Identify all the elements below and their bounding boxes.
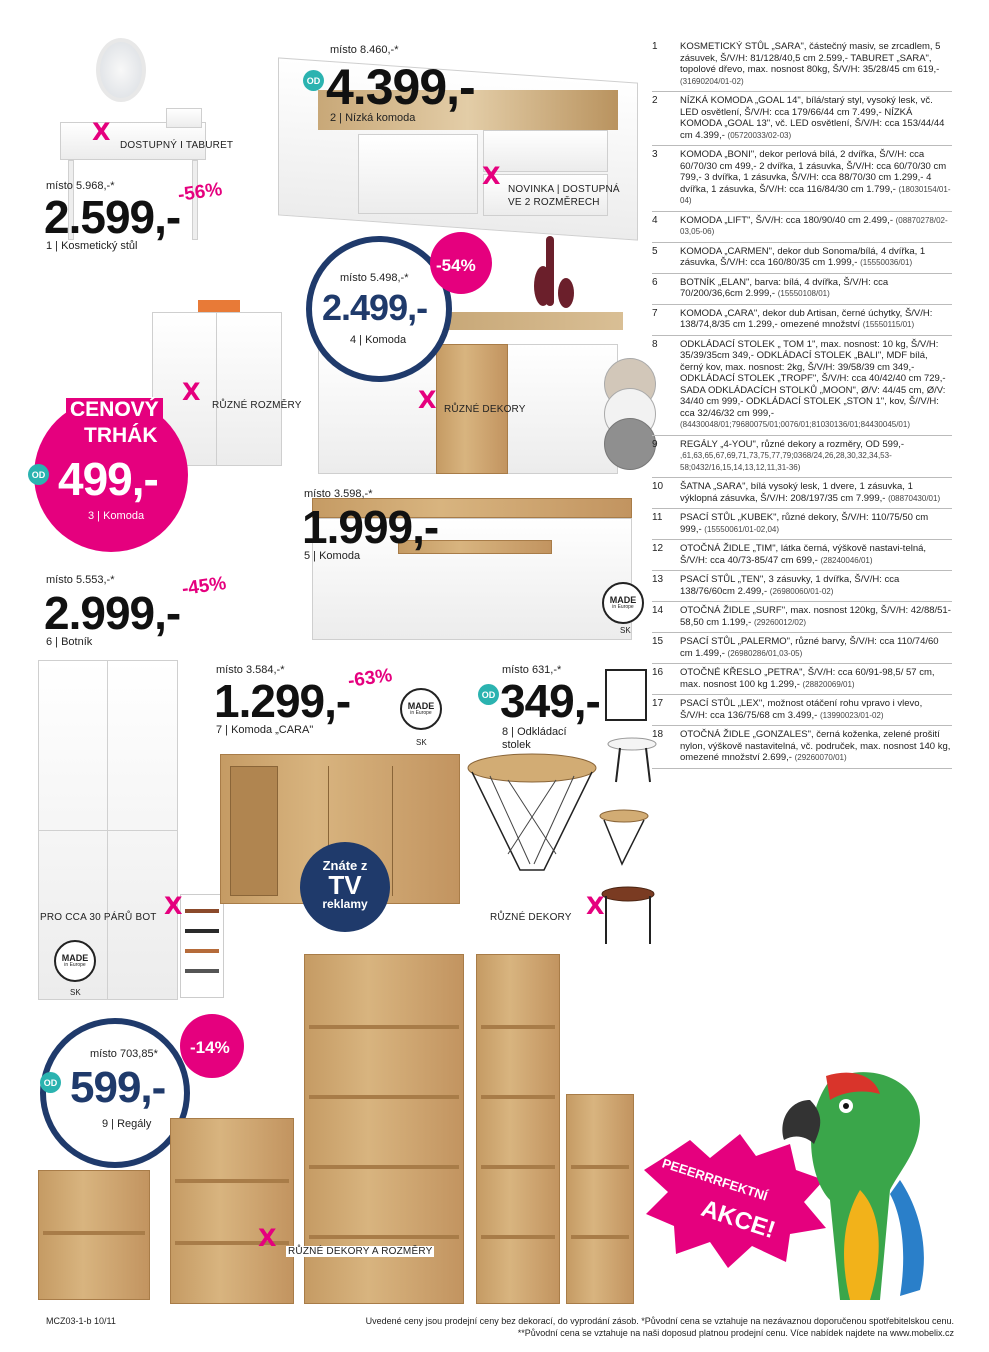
product-2-name: 2 | Nízká komoda — [330, 112, 416, 124]
product-3-headline2: TRHÁK — [84, 424, 158, 447]
product-4-name: 4 | Komoda — [350, 334, 407, 346]
spec-item-text — [680, 339, 952, 431]
x-mark: X — [418, 386, 437, 414]
spec-item-description: PSACÍ STŮL „PALERMO", různé barvy, Š/V/H: cca 110/74/60 cm 1.499,- — [680, 636, 939, 659]
product-7-was-price: místo 3.584,-* — [216, 664, 285, 676]
spec-item-code: ,61,63,65,67,69,71,73,75,77,79;0368/24,26,28,30,32,34,53-58;0432/16,15,14,13,12,11,31-36) — [680, 451, 892, 472]
tv-badge-line3: reklamy — [322, 897, 368, 911]
product-5-was-price: místo 3.598,-* — [304, 488, 373, 500]
spec-item-text — [680, 149, 952, 207]
product-3-headline1: CENOVÝ — [66, 398, 163, 422]
spec-list-item — [652, 633, 952, 664]
product-9-price: 599,- — [70, 1063, 166, 1112]
product-6-discount: -45% — [180, 573, 228, 600]
spec-item-number: 12 — [652, 543, 664, 554]
spec-item-text — [680, 543, 952, 566]
spec-item-code: (26980060/01-02) — [769, 586, 834, 596]
product-8-name-line1: 8 | Odkládací — [502, 726, 567, 738]
product-5-sk: SK — [620, 626, 631, 635]
spec-list-item — [652, 212, 952, 243]
spec-item-code: (26980286/01,03-05) — [727, 648, 803, 658]
spec-item-code: (08870278/02-03,05-06) — [680, 215, 948, 236]
spec-list-item — [652, 478, 952, 509]
spec-item-text — [680, 481, 952, 504]
product-8-was-price: místo 631,-* — [502, 664, 562, 676]
spec-item-code: (29260070/01) — [794, 753, 847, 762]
tv-badge-line2: TV — [328, 870, 362, 900]
product-3-price: 499,- — [58, 453, 158, 505]
spec-item-number: 3 — [652, 149, 658, 160]
spec-item-description: OTOČNÁ ŽIDLE „SURF", max. nosnost 120kg, Š/V/H: 42/88/51-58,50 cm 1.199,- — [680, 605, 951, 628]
spec-list-item — [652, 305, 952, 336]
spec-item-description: ODKLÁDACÍ STOLEK „ TOM 1", max. nosnost: 10 kg, Š/V/H: 35/39/35cm 349,- ODKLÁDACÍ STOLEK „BALI", MDF bílá, černý kov, max. nosnost: 2kg, Š/V/H: 39/58/39 cm 349,- ODKLÁDACÍ STOLEK „TROPF", Š/V/H: cca 40/42/40 cm 729,- SADA ODKLÁDACÍCH STOLKŮ „MOON", Ø/V: 44/45 cm, Ø/V: 34/40 cm 999,- ODKLÁDACÍ STOLEK „STON 1", kov, Š//V/H: cca 32/46/32 cm 999,- — [680, 338, 946, 419]
product-5-name: 5 | Komoda — [304, 550, 361, 562]
spec-item-text — [680, 574, 952, 597]
spec-item-number: 6 — [652, 276, 658, 288]
made-in-europe-badge: MADE in Europe — [602, 582, 644, 624]
product-9-tag: RŮZNÉ DEKORY A ROZMĚRY — [288, 1246, 433, 1257]
spec-list-item — [652, 92, 952, 146]
spec-item-description: KOMODA „CARMEN", dekor dub Sonoma/bílá, 4 dvířka, 1 zásuvka, Š/V/H: cca 160/80/35 cm 1.999,- — [680, 245, 926, 268]
product-2-price: 4.399,- — [326, 59, 475, 115]
spec-item-text — [680, 698, 952, 721]
product-2-od-badge: OD — [303, 70, 324, 91]
product-2-tag-line2: VE 2 ROZMĚRECH — [508, 197, 600, 208]
spec-item-code: (15550036/01) — [860, 258, 913, 267]
spec-item-number: 5 — [652, 245, 658, 257]
spec-item-code: (08870430/01) — [888, 493, 941, 503]
product-6-sk: SK — [70, 988, 81, 997]
spec-item-code: (28240046/01) — [820, 555, 873, 565]
spec-item-description: ŠATNA „SARA", bílá vysoký lesk, 1 dvere, 1 zásuvka, 1 výklopná zásuvka, Š/V/H: 208/197/35 cm 7.999,- — [680, 481, 913, 504]
spec-item-description: PSACÍ STŮL „KUBEK", různé dekory, Š/V/H: 110/75/50 cm 999,- — [680, 512, 929, 535]
product-7-discount: -63% — [346, 665, 394, 692]
product-8-tag: RŮZNÉ DEKORY — [490, 912, 572, 923]
x-mark: X — [258, 1224, 277, 1252]
product-9-was-price: místo 703,85* — [90, 1048, 158, 1060]
spec-item-number: 11 — [652, 512, 663, 523]
spec-list-item — [652, 146, 952, 212]
spec-item-text — [680, 636, 952, 659]
x-mark: X — [92, 118, 111, 146]
x-mark: X — [182, 378, 201, 406]
shelf-narrow-tall-image — [476, 954, 560, 1304]
spec-item-number: 10 — [652, 481, 664, 492]
spec-item-description: PSACÍ STŮL „TEN", 3 zásuvky, 1 dvířka, Š/V/H: cca 138/76/60cm 2.499,- — [680, 574, 900, 597]
made-in-europe-badge: MADE in Europe — [400, 688, 442, 730]
product-7-name: 7 | Komoda „CARA" — [216, 724, 314, 736]
spec-item-description: REGÁLY „4-YOU", různé dekory a rozměry, OD 599,- — [680, 438, 905, 450]
spec-item-description: KOMODA „LIFT", Š/V/H: cca 180/90/40 cm 2.499,- — [680, 214, 893, 226]
spec-item-text — [680, 512, 952, 535]
spec-item-text — [680, 667, 952, 690]
product-spec-list — [652, 38, 952, 769]
product-9-name: 9 | Regály — [102, 1118, 152, 1130]
spec-item-number: 2 — [652, 95, 658, 106]
spec-item-text — [680, 95, 952, 141]
spec-item-code: (31690204/01-02) — [680, 76, 744, 86]
spec-list-item — [652, 274, 952, 305]
spec-item-code: (13990023/01-02) — [819, 710, 884, 720]
spec-item-number: 8 — [652, 338, 658, 350]
spec-item-number: 15 — [652, 636, 664, 647]
spec-item-text — [680, 729, 952, 764]
product-5-price: 1.999,- — [302, 501, 439, 553]
tv-badge-line1: Znáte z — [322, 858, 368, 873]
decor-swatch — [604, 418, 656, 470]
spec-item-number: 1 — [652, 41, 658, 52]
akce-line1: PEEERRRFEKTNÍ — [660, 1155, 770, 1204]
tv-badge — [300, 842, 390, 932]
spec-item-code: (15550061/01-02,04) — [704, 524, 780, 534]
product-8-od-badge: OD — [478, 684, 499, 705]
footer-note-line2: **Původní cena se vztahuje na naši doposud platnou prodejní cenu. Více nabídek najdete na www.mobelix.cz — [517, 1328, 954, 1338]
product-7-sk: SK — [416, 738, 427, 747]
product-8-name-line2: stolek — [502, 739, 531, 751]
spec-item-description: OTOČNÁ ŽIDLE „TIM", látka černá, výškově nastavi-telná, Š/V/H: cca 40/73-85/47 cm 699,- — [680, 543, 927, 566]
spec-item-description: OTOČNÉ KŘESLO „PETRA", Š/V/H: cca 60/91-98,5/ 57 cm, max. nosnost 100 kg 1.299,- — [680, 667, 935, 690]
spec-item-description: KOSMETICKÝ STŮL „SARA", částečný masiv, se zrcadlem, 5 zásuvek, Š/V/H: 81/128/40,5 cm 2.599,- TABURET „SARA", topolové dřevo, max. nosnost 80kg, Š/V/H: 35/28/45 cm 619,- — [680, 41, 941, 75]
spec-list-item — [652, 726, 952, 769]
spec-item-description: BOTNÍK „ELAN", barva: bílá, 4 dvířka, Š/V/H: cca 70/200/36,6cm 2.999,- — [680, 276, 889, 299]
spec-list-item — [652, 336, 952, 436]
spec-list-item — [652, 571, 952, 602]
spec-item-code: (05720033/02-03) — [727, 130, 792, 140]
product-6-tag: PRO CCA 30 PÁRŮ BOT — [40, 912, 157, 923]
x-mark: X — [164, 892, 183, 920]
spec-item-number: 14 — [652, 605, 664, 616]
side-tables-image — [460, 664, 660, 954]
product-1-price: 2.599,- — [44, 191, 181, 243]
spec-item-code: (15550108/01) — [777, 289, 830, 298]
product-6-name: 6 | Botník — [46, 636, 93, 648]
spec-item-description: PSACÍ STŮL „LEX", možnost otáčení rohu vpravo i vlevo, Š/V/H: cca 136/75/68 cm 3.499,- — [680, 698, 923, 721]
spec-list-item — [652, 509, 952, 540]
spec-list-item — [652, 602, 952, 633]
spec-item-number: 4 — [652, 214, 658, 226]
product-6-was-price: místo 5.553,-* — [46, 574, 115, 586]
spec-list-item — [652, 664, 952, 695]
spec-item-code: (84430048/01;79680075/01;0076/01;81030136/01;84430045/01) — [680, 420, 910, 429]
product-7-price: 1.299,- — [214, 675, 351, 727]
spec-list-item — [652, 436, 952, 479]
product-2-tag-line1: NOVINKA | DOSTUPNÁ — [508, 184, 620, 195]
spec-item-code: (28820069/01) — [802, 679, 855, 689]
spec-item-number: 16 — [652, 667, 664, 678]
x-mark: X — [586, 892, 605, 920]
spec-item-description: NÍZKÁ KOMODA „GOAL 14", bílá/starý styl, vysoký lesk, vč. LED osvětlení, Š/V/H: cca 179/66/44 cm 7.499,- NÍZKÁ KOMODA „GOAL 13", vč. LED osvětlení, Š/V/H: cca 153/44/44 cm 4.399,- — [680, 95, 945, 141]
spec-item-text — [680, 41, 952, 87]
spec-item-code: (29260012/02) — [753, 617, 806, 627]
product-6-price: 2.999,- — [44, 587, 181, 639]
product-4-tag: RŮZNÉ DEKORY — [444, 404, 526, 415]
made-in-europe-badge: MADE in Europe — [54, 940, 96, 982]
spec-list-item — [652, 695, 952, 726]
spec-list-item — [652, 540, 952, 571]
product-3-tag: RŮZNÉ ROZMĚRY — [212, 400, 302, 411]
spec-item-number: 13 — [652, 574, 664, 585]
x-mark: X — [482, 162, 501, 190]
shelf-narrow-medium-image — [566, 1094, 634, 1304]
spec-item-text — [680, 308, 952, 331]
spec-item-text — [680, 215, 952, 238]
product-2-was-price: místo 8.460,-* — [330, 44, 399, 56]
spec-item-code: (15550115/01) — [862, 320, 915, 329]
product-1-discount: -56% — [176, 179, 224, 206]
product-1-was-price: místo 5.968,-* — [46, 180, 115, 192]
spec-item-description: KOMODA „CARA", dekor dub Artisan, černé úchytky, Š/V/H: 138/74,8/35 cm 1.299,- omezené množství — [680, 307, 933, 330]
spec-item-code: (18030154/01-04) — [680, 184, 951, 205]
akce-line2: AKCE! — [697, 1194, 779, 1245]
spec-item-number: 7 — [652, 307, 658, 319]
footer-note-line1: Uvedené ceny jsou prodejní ceny bez dekorací, do vyprodání zásob. *Původní cena se vztahuje na nezávaznou doporučenou spotřebitelskou cenu. — [365, 1316, 954, 1326]
spec-item-text — [680, 277, 952, 300]
spec-list-item — [652, 243, 952, 274]
footer-code: MCZ03-1-b 10/11 — [46, 1316, 116, 1326]
parrot-image — [770, 1060, 950, 1310]
product-3-od-badge: OD — [28, 464, 49, 485]
product-3-name: 3 | Komoda — [88, 510, 145, 522]
product-4-discount: -54% — [436, 256, 476, 275]
shelf-small-image — [38, 1170, 150, 1300]
spec-item-number: 17 — [652, 698, 664, 709]
spec-item-number: 18 — [652, 729, 664, 740]
product-8-price: 349,- — [500, 675, 600, 727]
spec-item-description: OTOČNÁ ŽIDLE „GONZALES", černá koženka, zelené prošití nylon, výškově nastavitelná, vč. područek, max. nosnost 140 kg, omezené množství 2.699,- — [680, 729, 951, 763]
product-9-od-badge: OD — [40, 1072, 61, 1093]
spec-item-number: 9 — [652, 438, 658, 450]
spec-item-text — [680, 439, 952, 474]
product-4-was-price: místo 5.498,-* — [340, 272, 409, 284]
spec-item-description: KOMODA „BONI", dekor perlová bílá, 2 dvířka, Š/V/H: cca 60/70/30 cm 499,- 2 dvířka, 1 zásuvka, Š/V/H: cca 60/70/30 cm 799,- 3 dvířka, 1 zásuvka, Š/V/H: cca 88/70/30 cm 1.299,- 4 dvířka, 1 zásuvka, Š/V/H: cca 116/84/30 cm 1.799,- — [680, 149, 947, 195]
product-1-name: 1 | Kosmetický stůl — [46, 240, 138, 252]
shelf-medium-image — [170, 1118, 294, 1304]
spec-item-text — [680, 246, 952, 269]
product-1-tag: DOSTUPNÝ I TABURET — [120, 140, 234, 151]
spec-list-item — [652, 38, 952, 92]
spec-item-text — [680, 605, 952, 628]
shoe-shelf-image — [180, 894, 224, 998]
product-9-discount: -14% — [190, 1038, 230, 1057]
product-4-price: 2.499,- — [322, 287, 428, 328]
